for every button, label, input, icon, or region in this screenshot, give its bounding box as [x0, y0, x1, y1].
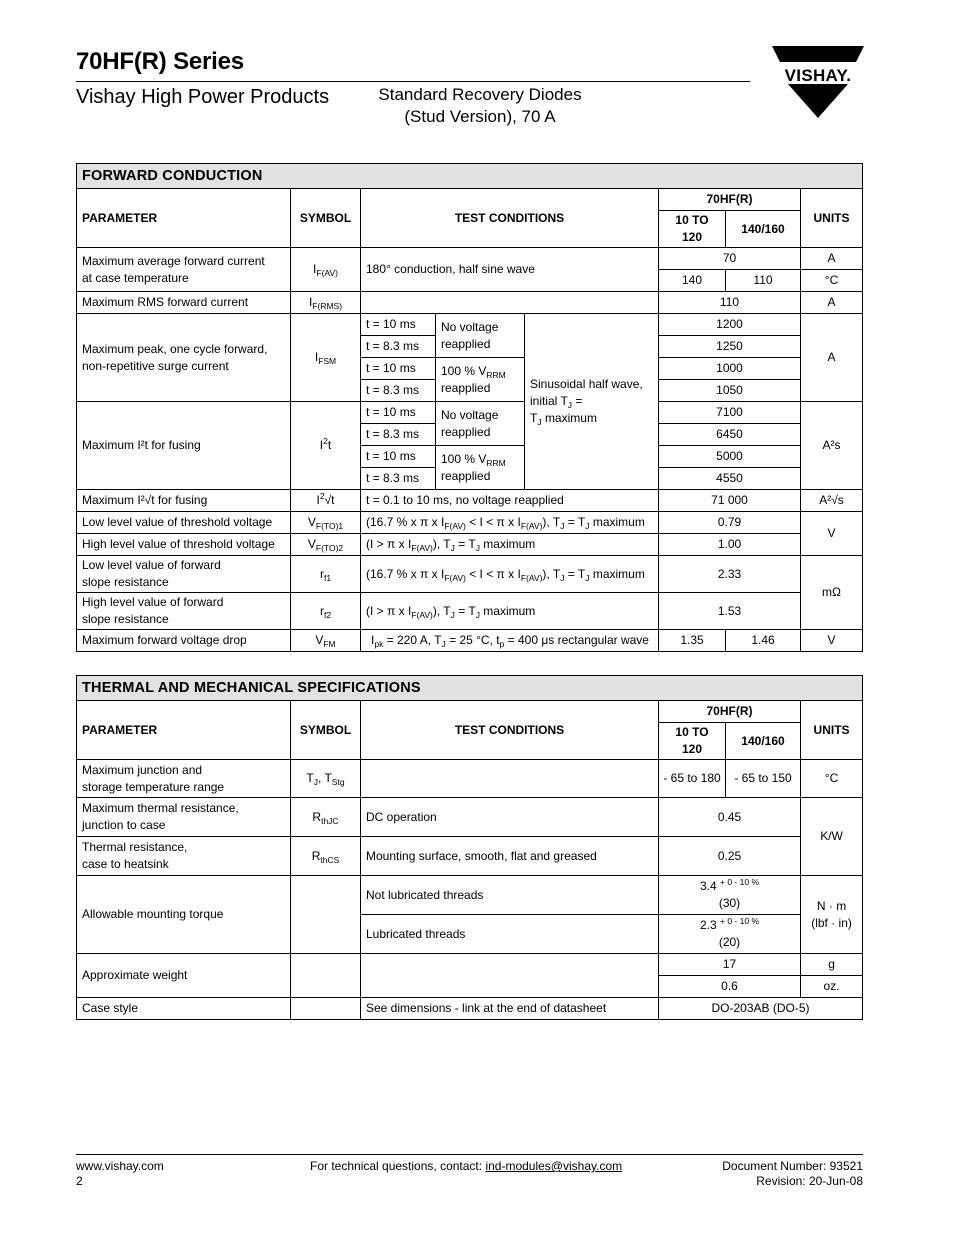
footer-email-link[interactable]: ind-modules@vishay.com — [485, 1159, 623, 1173]
value-surge: 1250 — [659, 336, 801, 358]
symbol-rf1: $r_{f1}$ — [291, 556, 361, 593]
value-torque-2: 2.3 $^{+ 0 - 10 \%}$ (20) — [659, 915, 801, 954]
col-header-test-conditions: TEST CONDITIONS — [361, 701, 659, 760]
symbol-case-empty — [291, 998, 361, 1020]
col-header-parameter: PARAMETER — [77, 189, 291, 248]
value-vfm-1: 1.35 — [659, 630, 726, 652]
col-header-range1: 10 TO 120 — [659, 723, 726, 760]
col-header-range1: 10 TO 120 — [659, 211, 726, 248]
symbol-weight-empty — [291, 954, 361, 998]
symbol-vfm: $V_{FM}$ — [291, 630, 361, 652]
footer-contact-label: For technical questions, contact: — [310, 1159, 486, 1173]
symbol-vto1: $V_{F(TO)1}$ — [291, 512, 361, 534]
series-title: 70HF(R) Series — [76, 48, 244, 75]
cond-no-voltage: No voltage reapplied — [436, 314, 525, 358]
value-tj-2: - 65 to 150 — [726, 760, 801, 798]
param-surge-current: Maximum peak, one cycle forward, non-repetitive surge current — [77, 314, 291, 402]
param-rthjc: Maximum thermal resistance, junction to case — [77, 798, 291, 837]
param-vfm: Maximum forward voltage drop — [77, 630, 291, 652]
value-rf2: 1.53 — [659, 593, 801, 630]
cond-tj-empty — [361, 760, 659, 798]
subtitle-line-1: Standard Recovery Diodes — [378, 85, 582, 104]
param-i2t: Maximum I²t for fusing — [77, 402, 291, 490]
cond-weight-empty — [361, 954, 659, 998]
value-case-style: DO-203AB (DO-5) — [659, 998, 863, 1020]
unit-i2rt: A²√s — [801, 490, 863, 512]
cond-time: t = 10 ms — [361, 358, 436, 380]
value-rf1: 2.33 — [659, 556, 801, 593]
unit-weight-oz: oz. — [801, 976, 863, 998]
col-header-device: 70HF(R) — [659, 701, 801, 723]
col-header-units: UNITS — [801, 189, 863, 248]
value-case-temp-1: 140 — [659, 270, 726, 292]
subtitle-line-2: (Stud Version), 70 A — [404, 107, 556, 126]
cond-rthjc: DC operation — [361, 798, 659, 837]
footer-revision: Revision: 20-Jun-08 — [756, 1174, 863, 1188]
param-vto2: High level value of threshold voltage — [77, 534, 291, 556]
unit-torque: N · m (lbf · in) — [801, 876, 863, 954]
value-i2t: 7100 — [659, 402, 801, 424]
unit-surge: A — [801, 314, 863, 402]
param-avg-forward-current: Maximum average forward current at case temperature — [77, 248, 291, 292]
cond-vrrm-reapplied: 100 % $V_{RRM}$ reapplied — [436, 446, 525, 490]
col-header-test-conditions: TEST CONDITIONS — [361, 189, 659, 248]
param-tj: Maximum junction and storage temperature range — [77, 760, 291, 798]
unit-rth: K/W — [801, 798, 863, 876]
value-avg-current: 70 — [659, 248, 801, 270]
cond-avg-forward: 180° conduction, half sine wave — [361, 248, 659, 292]
value-vfm-2: 1.46 — [726, 630, 801, 652]
param-vto1: Low level value of threshold voltage — [77, 512, 291, 534]
unit-rms-current: A — [801, 292, 863, 314]
value-i2rt: 71 000 — [659, 490, 801, 512]
symbol-torque-empty — [291, 876, 361, 954]
param-rf2: High level value of forward slope resistance — [77, 593, 291, 630]
brand-line: Vishay High Power Products — [76, 86, 330, 108]
unit-case-temp: °C — [801, 270, 863, 292]
param-weight: Approximate weight — [77, 954, 291, 998]
symbol-i2rt: $I^2√t$ — [291, 490, 361, 512]
unit-vfm: V — [801, 630, 863, 652]
symbol-if-av: $I_{F(AV)}$ — [291, 248, 361, 292]
symbol-tj-tstg: $T_J$, $T_{Stg}$ — [291, 760, 361, 798]
param-rthcs: Thermal resistance, case to heatsink — [77, 837, 291, 876]
cond-time: t = 10 ms — [361, 402, 436, 424]
unit-vto: V — [801, 512, 863, 556]
cond-vrrm-reapplied: 100 % $V_{RRM}$ reapplied — [436, 358, 525, 402]
col-header-range2: 140/160 — [726, 723, 801, 760]
symbol-i2t: $I^2t$ — [291, 402, 361, 490]
cond-rthcs: Mounting surface, smooth, flat and greased — [361, 837, 659, 876]
cond-sinusoidal: Sinusoidal half wave, initial $T_J$ = $T_J$ maximum — [525, 314, 659, 490]
footer-rule — [76, 1154, 863, 1155]
cond-i2rt: t = 0.1 to 10 ms, no voltage reapplied — [361, 490, 659, 512]
param-rms-current: Maximum RMS forward current — [77, 292, 291, 314]
cond-no-voltage: No voltage reapplied — [436, 402, 525, 446]
cond-rf2: (I > π x $I_{F(AV)}$), $T_J = T_J$ maximum — [361, 593, 659, 630]
cond-vfm: $I_{pk} = 220$ A, $T_J = 25$ °C, $t_p = 400$ μs rectangular wave — [361, 630, 659, 652]
col-header-range2: 140/160 — [726, 211, 801, 248]
param-rf1: Low level value of forward slope resistance — [77, 556, 291, 593]
value-surge: 1200 — [659, 314, 801, 336]
value-weight-g: 17 — [659, 954, 801, 976]
cond-case-style: See dimensions - link at the end of datasheet — [361, 998, 659, 1020]
col-header-device: 70HF(R) — [659, 189, 801, 211]
footer-right — [722, 1159, 863, 1189]
forward-conduction-table — [76, 163, 863, 652]
param-i2rt: Maximum I²√t for fusing — [77, 490, 291, 512]
unit-i2t: A²s — [801, 402, 863, 490]
unit-weight-g: g — [801, 954, 863, 976]
value-rthjc: 0.45 — [659, 798, 801, 837]
col-header-parameter: PARAMETER — [77, 701, 291, 760]
value-surge: 1000 — [659, 358, 801, 380]
document-subtitle — [360, 84, 600, 128]
value-i2t: 4550 — [659, 468, 801, 490]
value-surge: 1050 — [659, 380, 801, 402]
cond-vto1: (16.7 % x π x $I_{F(AV)} < I < \pi$ x $I_{F(AV)}$), $T_J = T_J$ maximum — [361, 512, 659, 534]
symbol-rf2: $r_{f2}$ — [291, 593, 361, 630]
unit-avg-current: A — [801, 248, 863, 270]
cond-time: t = 10 ms — [361, 314, 436, 336]
cond-time: t = 8.3 ms — [361, 468, 436, 490]
footer-website-link[interactable]: www.vishay.com — [76, 1159, 164, 1173]
col-header-units: UNITS — [801, 701, 863, 760]
unit-rf: mΩ — [801, 556, 863, 630]
header-rule — [76, 81, 750, 82]
param-torque: Allowable mounting torque — [77, 876, 291, 954]
cond-torque-1: Not lubricated threads — [361, 876, 659, 915]
unit-tj: °C — [801, 760, 863, 798]
symbol-rthjc: $R_{thJC}$ — [291, 798, 361, 837]
symbol-if-rms: $I_{F(RMS)}$ — [291, 292, 361, 314]
vishay-logo-text: VISHAY. — [784, 66, 852, 85]
value-weight-oz: 0.6 — [659, 976, 801, 998]
value-tj-1: - 65 to 180 — [659, 760, 726, 798]
value-case-temp-2: 110 — [726, 270, 801, 292]
value-i2t: 6450 — [659, 424, 801, 446]
col-header-symbol: SYMBOL — [291, 189, 361, 248]
cond-time: t = 10 ms — [361, 446, 436, 468]
section-title: FORWARD CONDUCTION — [77, 164, 863, 189]
thermal-mechanical-table — [76, 675, 863, 1020]
cond-torque-2: Lubricated threads — [361, 915, 659, 954]
value-i2t: 5000 — [659, 446, 801, 468]
symbol-ifsm: $I_{FSM}$ — [291, 314, 361, 402]
col-header-symbol: SYMBOL — [291, 701, 361, 760]
cond-rms-empty — [361, 292, 659, 314]
footer-doc-number: Document Number: 93521 — [722, 1159, 863, 1173]
section-title: THERMAL AND MECHANICAL SPECIFICATIONS — [77, 676, 863, 701]
footer-page-number: 2 — [76, 1174, 83, 1188]
cond-time: t = 8.3 ms — [361, 336, 436, 358]
cond-rf1: (16.7 % x π x $I_{F(AV)} < I < \pi$ x $I_{F(AV)}$), $T_J = T_J$ maximum — [361, 556, 659, 593]
symbol-vto2: $V_{F(TO)2}$ — [291, 534, 361, 556]
cond-time: t = 8.3 ms — [361, 380, 436, 402]
symbol-rthcs: $R_{thCS}$ — [291, 837, 361, 876]
param-case-style: Case style — [77, 998, 291, 1020]
value-vto2: 1.00 — [659, 534, 801, 556]
value-rthcs: 0.25 — [659, 837, 801, 876]
footer-left — [76, 1159, 164, 1189]
footer-contact — [310, 1159, 622, 1174]
value-vto1: 0.79 — [659, 512, 801, 534]
value-rms-current: 110 — [659, 292, 801, 314]
value-torque-1: 3.4 $^{+ 0 - 10 \%}$ (30) — [659, 876, 801, 915]
cond-vto2: (I > π x $I_{F(AV)}$), $T_J = T_J$ maximum — [361, 534, 659, 556]
cond-time: t = 8.3 ms — [361, 424, 436, 446]
